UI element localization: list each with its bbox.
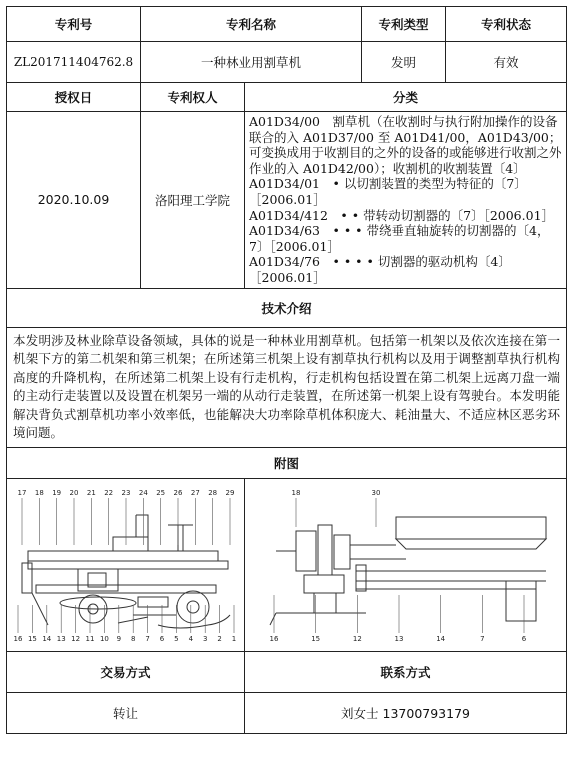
- figure-header: 附图: [7, 447, 567, 478]
- callout-label: 13: [56, 634, 66, 643]
- callout-label: 2: [216, 634, 222, 643]
- callout-label: 21: [86, 488, 96, 497]
- callout-label: 24: [138, 488, 148, 497]
- header-row-1: [7, 7, 567, 42]
- patent-owner: 洛阳理工学院: [141, 112, 245, 289]
- patent-number: ZL201711404762.8: [7, 42, 141, 83]
- contact-header: 联系方式: [245, 651, 567, 692]
- classification-line: A01D34/76 • • • • 切割器的驱动机构〔4〕［2006.01］: [249, 254, 511, 285]
- left-figure-top-callouts: [17, 489, 234, 545]
- patent-status-header: 专利状态: [446, 7, 567, 42]
- right-figure-bottom-callouts: [269, 595, 526, 643]
- header-row-2: [7, 83, 567, 112]
- callout-label: 26: [173, 488, 182, 497]
- callout-label: 11: [85, 634, 94, 643]
- mower-drive-detail-drawing: [256, 485, 556, 645]
- contact-info: [245, 692, 567, 733]
- callout-label: 27: [190, 488, 200, 497]
- callout-label: 7: [479, 634, 485, 643]
- patent-type: 发明: [362, 42, 446, 83]
- classification-list: [245, 112, 567, 289]
- callout-label: 9: [116, 634, 121, 643]
- patent-name: 一种林业用割草机: [141, 42, 362, 83]
- figure-row: [7, 478, 567, 651]
- callout-label: 28: [207, 488, 217, 497]
- callout-label: 4: [188, 634, 193, 643]
- callout-label: 1: [231, 634, 236, 643]
- patent-no-header: 专利号: [7, 7, 141, 42]
- callout-label: 8: [130, 634, 135, 643]
- value-row-2: [7, 112, 567, 289]
- callout-label: 6: [521, 634, 526, 643]
- figure-header-row: [7, 447, 567, 478]
- classification-line: A01D34/412 • • 带转动切割器的〔7〕［2006.01］: [249, 207, 555, 223]
- classification-line: A01D34/00 割草机（在收割时与执行附加操作的设备联合的入 A01D37/00 至 A01D41/00，A01D43/00；可变换成用于收割目的之外的设备的或能够进行收割之外作业的入 A01D42/00）；收割机的收割装置〔4〕: [249, 114, 562, 176]
- classification-line: A01D34/01 • 以切割装置的类型为特征的〔7〕［2006.01］: [249, 176, 527, 207]
- callout-label: 3: [202, 634, 207, 643]
- callout-label: 15: [310, 634, 320, 643]
- callout-label: 25: [155, 488, 165, 497]
- tech-intro-header-row: [7, 288, 567, 327]
- owner-header: 专利权人: [141, 83, 245, 112]
- summary-row: [7, 327, 567, 447]
- right-figure-top-callouts: [291, 489, 380, 527]
- callout-label: 19: [51, 488, 61, 497]
- callout-label: 30: [371, 488, 380, 497]
- callout-label: 18: [34, 488, 44, 497]
- callout-label: 7: [144, 634, 150, 643]
- patent-name-header: 专利名称: [141, 7, 362, 42]
- callout-label: 22: [103, 488, 113, 497]
- trade-mode-header: 交易方式: [7, 651, 245, 692]
- callout-label: 20: [69, 488, 78, 497]
- patent-type-header: 专利类型: [362, 7, 446, 42]
- grant-date: 2020.10.09: [7, 112, 141, 289]
- trade-row: [7, 692, 567, 733]
- grant-date-header: 授权日: [7, 83, 141, 112]
- trade-header-row: [7, 651, 567, 692]
- classification-line: A01D34/63 • • • 带绕垂直轴旋转的切割器的〔4，7〕［2006.01］: [249, 223, 550, 254]
- callout-label: 18: [291, 488, 300, 497]
- value-row-1: [7, 42, 567, 83]
- callout-label: 5: [173, 634, 179, 643]
- trade-mode: 转让: [7, 692, 245, 733]
- callout-label: 13: [394, 634, 403, 643]
- callout-label: 14: [435, 634, 445, 643]
- technical-summary: 本发明涉及林业除草设备领域，具体的说是一种林业用割草机。包括第一机架以及依次连接在第一机架下方的第二机架和第三机架；在所述第三机架上设有割草执行机构以及用于调整割草执行机构高度的升降机构，在所述第二机架上设有行走机构，行走机构包括设置在第二机架上远离刀盘一端的主动行走装置以及设置在机架另一端的从动行走装置，在所述第一机架上设有驾驶台。本发明能解决背负式割草机功率小效率低，也能解决大功率除草机体积庞大、耗油量大、不适应林区恶劣环境问题。: [7, 327, 567, 447]
- figure-right-cell: [245, 478, 567, 651]
- callout-label: 12: [70, 634, 80, 643]
- callout-label: 6: [159, 634, 164, 643]
- classification-header: 分类: [245, 83, 567, 112]
- tech-intro-header: 技术介绍: [7, 288, 567, 327]
- callout-label: 15: [27, 634, 37, 643]
- callout-label: 12: [352, 634, 362, 643]
- callout-label: 17: [17, 488, 26, 497]
- patent-status: 有效: [446, 42, 567, 83]
- callout-label: 23: [121, 488, 130, 497]
- figure-left-cell: [7, 478, 245, 651]
- patent-info-sheet: [6, 6, 567, 734]
- callout-label: 14: [41, 634, 51, 643]
- callout-label: 16: [13, 634, 22, 643]
- contact-phone: 13700793179: [382, 705, 470, 721]
- callout-label: 29: [225, 488, 234, 497]
- left-figure-bottom-callouts: [13, 605, 236, 643]
- contact-person: 刘女士: [341, 705, 379, 721]
- callout-label: 10: [99, 634, 109, 643]
- callout-label: 16: [269, 634, 278, 643]
- mower-side-view-drawing: [8, 485, 244, 645]
